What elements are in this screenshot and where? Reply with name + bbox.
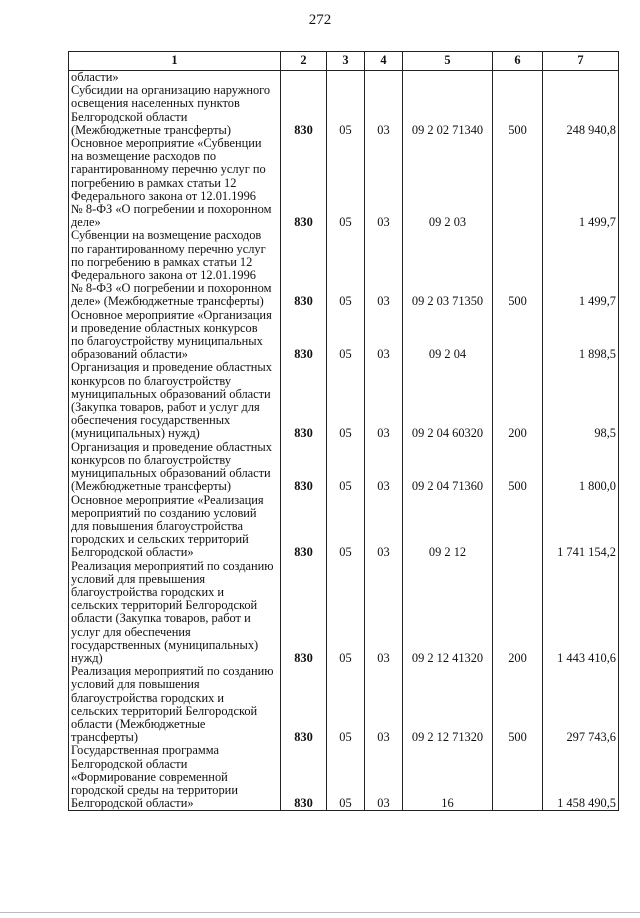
- header-col-1: 1: [69, 52, 281, 71]
- target-article-cell: 09 2 04 60320: [403, 361, 493, 440]
- expenditure-name-line: трансферты): [71, 730, 138, 745]
- expenditure-name-line: Белгородской области»: [71, 545, 194, 560]
- expense-type-cell: 500: [493, 441, 543, 494]
- expenditure-name-line: Федерального закона от 12.01.1996: [71, 268, 256, 283]
- target-article-cell: 09 2 12 71320: [403, 665, 493, 744]
- table-row: [69, 744, 619, 811]
- expenditure-name-line: конкурсов по благоустройству: [71, 373, 232, 388]
- expenditure-name-cell: [69, 665, 281, 744]
- table-row: [69, 665, 619, 744]
- header-col-7: 7: [543, 52, 619, 71]
- expenditure-name-line: Федерального закона от 12.01.1996: [71, 188, 256, 203]
- expenditure-name-line: погребению в рамках статьи 12: [71, 175, 237, 190]
- section-code-cell: 05: [327, 560, 365, 666]
- header-row: [69, 52, 619, 71]
- section-code-cell: 05: [327, 361, 365, 440]
- expenditure-name-line: государственных (муниципальных): [71, 637, 259, 652]
- department-code-cell: 830: [281, 229, 327, 308]
- expenditure-name-line: условий для превышения: [71, 571, 206, 586]
- department-code-cell: 830: [281, 361, 327, 440]
- expenditure-name-line: области (Закупка товаров, работ и: [71, 611, 251, 626]
- expenditure-name-cell: [69, 137, 281, 229]
- expenditure-name-cell: [69, 560, 281, 666]
- target-article-cell: 09 2 12: [403, 494, 493, 560]
- section-code-cell: 05: [327, 229, 365, 308]
- amount-cell: 1 458 490,5: [543, 744, 619, 811]
- target-article-cell: 09 2 12 41320: [403, 560, 493, 666]
- amount-cell: 248 940,8: [543, 71, 619, 138]
- subsection-code-cell: 03: [365, 309, 403, 362]
- header-col-3: 3: [327, 52, 365, 71]
- expenditure-name-cell: [69, 229, 281, 308]
- amount-cell: 1 741 154,2: [543, 494, 619, 560]
- expense-type-cell: [493, 137, 543, 229]
- expenditure-name-line: обеспечения государственных: [71, 413, 231, 428]
- section-code-cell: 05: [327, 744, 365, 811]
- expenditure-name-line: и проведение областных конкурсов: [71, 320, 258, 335]
- department-code-cell: 830: [281, 441, 327, 494]
- table-row: [69, 229, 619, 308]
- expenditure-name-line: Белгородской области: [71, 756, 188, 771]
- expenditure-name-line: «Формирование современной: [71, 769, 228, 784]
- amount-cell: 1 499,7: [543, 229, 619, 308]
- header-col-2: 2: [281, 52, 327, 71]
- expenditure-name-line: нужд): [71, 650, 103, 665]
- expenditure-name-line: освещения населенных пунктов: [71, 96, 240, 111]
- expenditure-name-line: Реализация мероприятий по созданию: [71, 664, 274, 679]
- expenditure-name-line: деле»: [71, 215, 101, 230]
- amount-cell: 1 443 410,6: [543, 560, 619, 666]
- expenditure-name-line: области (Межбюджетные: [71, 716, 206, 731]
- expenditure-name-cell: [69, 744, 281, 811]
- department-code-cell: 830: [281, 494, 327, 560]
- amount-cell: 98,5: [543, 361, 619, 440]
- amount-cell: 1 499,7: [543, 137, 619, 229]
- expenditure-name-line: для повышения благоустройства: [71, 518, 243, 533]
- expenditure-name-line: области»: [71, 70, 119, 84]
- expenditure-name-line: условий для повышения: [71, 677, 200, 692]
- page-number: 272: [308, 12, 332, 28]
- expenditure-name-cell: [69, 309, 281, 362]
- expense-type-cell: 500: [493, 229, 543, 308]
- expenditure-name-line: городских и сельских территорий: [71, 532, 249, 547]
- department-code-cell: 830: [281, 71, 327, 138]
- header-col-5: 5: [403, 52, 493, 71]
- expenditure-name-cell: [69, 494, 281, 560]
- table-row: [69, 361, 619, 440]
- expenditure-name-line: (Межбюджетные трансферты): [71, 479, 231, 494]
- expenditure-name-line: Государственная программа: [71, 743, 219, 758]
- table-row: [69, 441, 619, 494]
- department-code-cell: 830: [281, 309, 327, 362]
- amount-cell: 1 898,5: [543, 309, 619, 362]
- expenditure-name-line: Основное мероприятие «Субвенции: [71, 136, 262, 151]
- page-bottom-rule: [0, 912, 640, 913]
- expenditure-name-line: благоустройства городских и: [71, 584, 225, 599]
- expenditure-name-cell: [69, 71, 281, 138]
- section-code-cell: 05: [327, 665, 365, 744]
- expenditure-name-line: деле» (Межбюджетные трансферты): [71, 294, 264, 309]
- expense-type-cell: [493, 494, 543, 560]
- expenditure-name-line: по погребению в рамках статьи 12: [71, 254, 253, 269]
- expenditure-name-line: Белгородской области: [71, 109, 188, 124]
- budget-table: [68, 51, 619, 811]
- target-article-cell: 09 2 04: [403, 309, 493, 362]
- expenditure-name-line: № 8-ФЗ «О погребении и похоронном: [71, 281, 272, 296]
- expenditure-name-line: Основное мероприятие «Реализация: [71, 492, 264, 507]
- expense-type-cell: [493, 744, 543, 811]
- target-article-cell: 09 2 02 71340: [403, 71, 493, 138]
- expense-type-cell: 200: [493, 560, 543, 666]
- target-article-cell: 09 2 04 71360: [403, 441, 493, 494]
- expense-type-cell: 500: [493, 665, 543, 744]
- expenditure-name-line: (Закупка товаров, работ и услуг для: [71, 400, 260, 415]
- expenditure-name-line: сельских территорий Белгородской: [71, 598, 258, 613]
- expenditure-name-line: образований области»: [71, 347, 189, 362]
- expenditure-name-cell: [69, 361, 281, 440]
- subsection-code-cell: 03: [365, 441, 403, 494]
- section-code-cell: 05: [327, 494, 365, 560]
- table-row: [69, 560, 619, 666]
- expenditure-name-line: Субсидии на организацию наружного: [71, 83, 271, 98]
- subsection-code-cell: 03: [365, 71, 403, 138]
- expense-type-cell: 500: [493, 71, 543, 138]
- expenditure-name-line: сельских территорий Белгородской: [71, 703, 258, 718]
- expenditure-name-line: услуг для обеспечения: [71, 624, 191, 639]
- department-code-cell: 830: [281, 560, 327, 666]
- expenditure-name-line: Организация и проведение областных: [71, 360, 272, 375]
- expenditure-name-line: конкурсов по благоустройству: [71, 452, 232, 467]
- department-code-cell: 830: [281, 744, 327, 811]
- expenditure-name-line: гарантированному перечню услуг по: [71, 162, 266, 177]
- expenditure-name-line: Организация и проведение областных: [71, 439, 272, 454]
- expenditure-name-line: муниципальных образований области: [71, 466, 271, 481]
- amount-cell: 1 800,0: [543, 441, 619, 494]
- target-article-cell: 09 2 03: [403, 137, 493, 229]
- section-code-cell: 05: [327, 137, 365, 229]
- table-row: [69, 71, 619, 138]
- department-code-cell: 830: [281, 665, 327, 744]
- expenditure-name-line: Белгородской области»: [71, 796, 194, 811]
- expenditure-name-line: мероприятий по созданию условий: [71, 505, 257, 520]
- department-code-cell: 830: [281, 137, 327, 229]
- table-row: [69, 494, 619, 560]
- section-code-cell: 05: [327, 441, 365, 494]
- expenditure-name-line: по гарантированному перечню услуг: [71, 241, 266, 256]
- table-body: [69, 71, 619, 811]
- expenditure-name-line: (муниципальных) нужд): [71, 426, 200, 441]
- table-row: [69, 137, 619, 229]
- subsection-code-cell: 03: [365, 494, 403, 560]
- expenditure-name-line: Субвенции на возмещение расходов: [71, 228, 262, 243]
- expenditure-name-line: на возмещение расходов по: [71, 149, 217, 164]
- expenditure-name-cell: [69, 441, 281, 494]
- amount-cell: 297 743,6: [543, 665, 619, 744]
- expenditure-name-line: муниципальных образований области: [71, 386, 271, 401]
- expenditure-name-line: № 8-ФЗ «О погребении и похоронном: [71, 202, 272, 217]
- table-row: [69, 309, 619, 362]
- subsection-code-cell: 03: [365, 560, 403, 666]
- subsection-code-cell: 03: [365, 137, 403, 229]
- target-article-cell: 16: [403, 744, 493, 811]
- expenditure-name-line: городской среды на территории: [71, 782, 238, 797]
- expenditure-name-line: Основное мероприятие «Организация: [71, 307, 272, 322]
- section-code-cell: 05: [327, 309, 365, 362]
- subsection-code-cell: 03: [365, 665, 403, 744]
- subsection-code-cell: 03: [365, 361, 403, 440]
- target-article-cell: 09 2 03 71350: [403, 229, 493, 308]
- header-col-6: 6: [493, 52, 543, 71]
- expense-type-cell: [493, 309, 543, 362]
- subsection-code-cell: 03: [365, 744, 403, 811]
- header-col-4: 4: [365, 52, 403, 71]
- section-code-cell: 05: [327, 71, 365, 138]
- subsection-code-cell: 03: [365, 229, 403, 308]
- expenditure-name-line: благоустройства городских и: [71, 690, 225, 705]
- expense-type-cell: 200: [493, 361, 543, 440]
- expenditure-name-line: по благоустройству муниципальных: [71, 334, 263, 349]
- expenditure-name-line: (Межбюджетные трансферты): [71, 122, 231, 137]
- expenditure-name-line: Реализация мероприятий по созданию: [71, 558, 274, 573]
